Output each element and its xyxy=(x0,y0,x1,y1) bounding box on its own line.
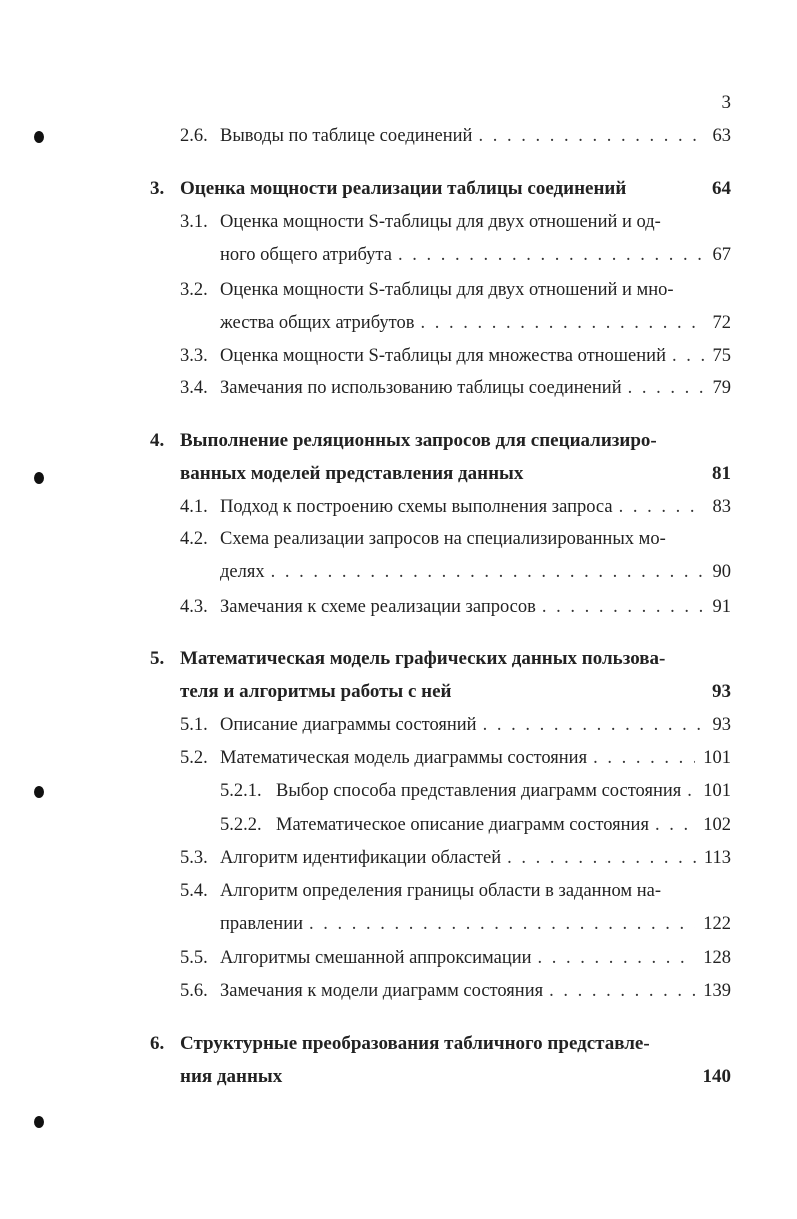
entry-number: 5.3. xyxy=(180,848,208,868)
entry-page: 64 xyxy=(712,178,731,199)
entry-page: 67 xyxy=(712,245,731,265)
entry-page: 140 xyxy=(702,1066,731,1087)
entry-title: Математическая модель графических данных пользова- xyxy=(180,648,666,669)
entry-title: Подход к построению схемы выполнения запроса xyxy=(220,497,613,517)
entry-number: 5.6. xyxy=(180,981,208,1001)
entry-number: 2.6. xyxy=(180,126,208,146)
entry-title: Оценка мощности S-таблицы для двух отношений и од- xyxy=(220,212,661,232)
entry-title: ного общего атрибута xyxy=(220,245,392,265)
entry-number: 5. xyxy=(150,648,165,669)
section-entry xyxy=(180,948,731,969)
entry-page: 63 xyxy=(712,126,731,146)
entry-title: Замечания к модели диаграмм состояния xyxy=(220,981,544,1001)
chapter-entry xyxy=(150,1033,731,1055)
entry-title: Структурные преобразования табличного представле- xyxy=(180,1033,650,1054)
entry-title: Выводы по таблице соединений xyxy=(220,126,473,146)
entry-title: теля и алгоритмы работы с ней xyxy=(180,681,452,702)
entry-title: Выбор способа представления диаграмм состояния xyxy=(276,781,682,801)
leader-dots xyxy=(613,497,705,518)
entry-page: 79 xyxy=(712,378,731,398)
chapter-entry xyxy=(180,1066,731,1088)
margin-bullet xyxy=(34,786,44,798)
entry-number: 3.4. xyxy=(180,378,208,398)
leader-dots xyxy=(536,597,705,618)
subsection-entry xyxy=(220,781,731,802)
entry-title: Алгоритм идентификации областей xyxy=(220,848,502,868)
margin-bullet xyxy=(34,1116,44,1128)
entry-page: 72 xyxy=(712,313,731,333)
entry-page: 91 xyxy=(712,597,731,617)
entry-title: Оценка мощности реализации таблицы соединений xyxy=(180,178,627,199)
entry-title: ванных моделей представления данных xyxy=(180,463,524,484)
entry-page: 93 xyxy=(712,681,731,702)
entry-number: 4.3. xyxy=(180,597,208,617)
chapter-entry xyxy=(150,178,731,200)
entry-page: 139 xyxy=(703,981,731,1001)
entry-number: 5.2. xyxy=(180,748,208,768)
leader-dots xyxy=(501,848,696,869)
entry-page: 101 xyxy=(703,748,731,768)
chapter-entry xyxy=(150,648,731,670)
entry-page: 101 xyxy=(703,781,731,801)
entry-title: Алгоритмы смешанной аппроксимации xyxy=(220,948,532,968)
leader-dots xyxy=(472,126,704,147)
entry-number: 5.2.2. xyxy=(220,815,262,835)
entry-title: делях xyxy=(220,562,265,582)
entry-page: 81 xyxy=(712,463,731,484)
entry-number: 5.4. xyxy=(180,881,208,901)
leader-dots xyxy=(649,815,695,836)
entry-title: правлении xyxy=(220,914,303,934)
leader-dots xyxy=(265,562,705,583)
section-entry xyxy=(180,748,731,769)
leader-dots xyxy=(392,245,705,266)
section-entry xyxy=(180,280,731,301)
entry-title: Выполнение реляционных запросов для специализиро- xyxy=(180,430,657,451)
chapter-entry xyxy=(180,463,731,485)
section-entry xyxy=(220,562,731,583)
entry-number: 5.5. xyxy=(180,948,208,968)
section-entry xyxy=(180,212,731,233)
entry-page: 83 xyxy=(712,497,731,517)
entry-title: ния данных xyxy=(180,1066,283,1087)
subsection-entry xyxy=(220,815,731,836)
entry-number: 3.1. xyxy=(180,212,208,232)
margin-bullet xyxy=(34,131,44,143)
chapter-entry xyxy=(150,430,731,452)
section-entry xyxy=(220,245,731,266)
entry-title: Алгоритм определения границы области в заданном на- xyxy=(220,881,661,901)
entry-title: Оценка мощности S-таблицы для двух отношений и мно- xyxy=(220,280,674,300)
entry-title: Описание диаграммы состояний xyxy=(220,715,477,735)
entry-number: 5.1. xyxy=(180,715,208,735)
section-entry xyxy=(220,313,731,334)
entry-number: 3.3. xyxy=(180,346,208,366)
section-entry xyxy=(180,529,731,550)
section-entry xyxy=(180,848,731,869)
page-number: 3 xyxy=(721,92,731,113)
section-entry xyxy=(180,881,731,902)
section-entry xyxy=(180,715,731,736)
entry-number: 5.2.1. xyxy=(220,781,262,801)
leader-dots xyxy=(543,981,695,1002)
leader-dots xyxy=(666,346,705,367)
entry-title: Оценка мощности S-таблицы для множества отношений xyxy=(220,346,666,366)
entry-page: 75 xyxy=(712,346,731,366)
entry-title: Математическая модель диаграммы состояния xyxy=(220,748,588,768)
entry-title: Математическое описание диаграмм состояния xyxy=(276,815,649,835)
entry-title: Замечания по использованию таблицы соединений xyxy=(220,378,622,398)
entry-page: 90 xyxy=(712,562,731,582)
section-entry xyxy=(180,126,731,147)
section-entry xyxy=(180,981,731,1002)
entry-number: 4.1. xyxy=(180,497,208,517)
section-entry xyxy=(180,346,731,367)
entry-title: Схема реализации запросов на специализированных мо- xyxy=(220,529,666,549)
entry-page: 122 xyxy=(703,914,731,934)
entry-title: Замечания к схеме реализации запросов xyxy=(220,597,536,617)
leader-dots xyxy=(303,914,695,935)
entry-page: 128 xyxy=(703,948,731,968)
leader-dots xyxy=(532,948,696,969)
entry-number: 6. xyxy=(150,1033,165,1054)
entry-page: 113 xyxy=(703,848,731,868)
entry-number: 3.2. xyxy=(180,280,208,300)
leader-dots xyxy=(587,748,695,769)
section-entry xyxy=(220,914,731,935)
section-entry xyxy=(180,597,731,618)
leader-dots xyxy=(622,378,705,399)
chapter-entry xyxy=(180,681,731,703)
leader-dots xyxy=(681,781,695,802)
entry-title: жества общих атрибутов xyxy=(220,313,415,333)
margin-bullet xyxy=(34,472,44,484)
entry-page: 93 xyxy=(712,715,731,735)
entry-number: 4.2. xyxy=(180,529,208,549)
entry-number: 3. xyxy=(150,178,165,199)
entry-number: 4. xyxy=(150,430,165,451)
section-entry xyxy=(180,497,731,518)
entry-page: 102 xyxy=(703,815,731,835)
leader-dots xyxy=(415,313,705,334)
leader-dots xyxy=(477,715,705,736)
section-entry xyxy=(180,378,731,399)
